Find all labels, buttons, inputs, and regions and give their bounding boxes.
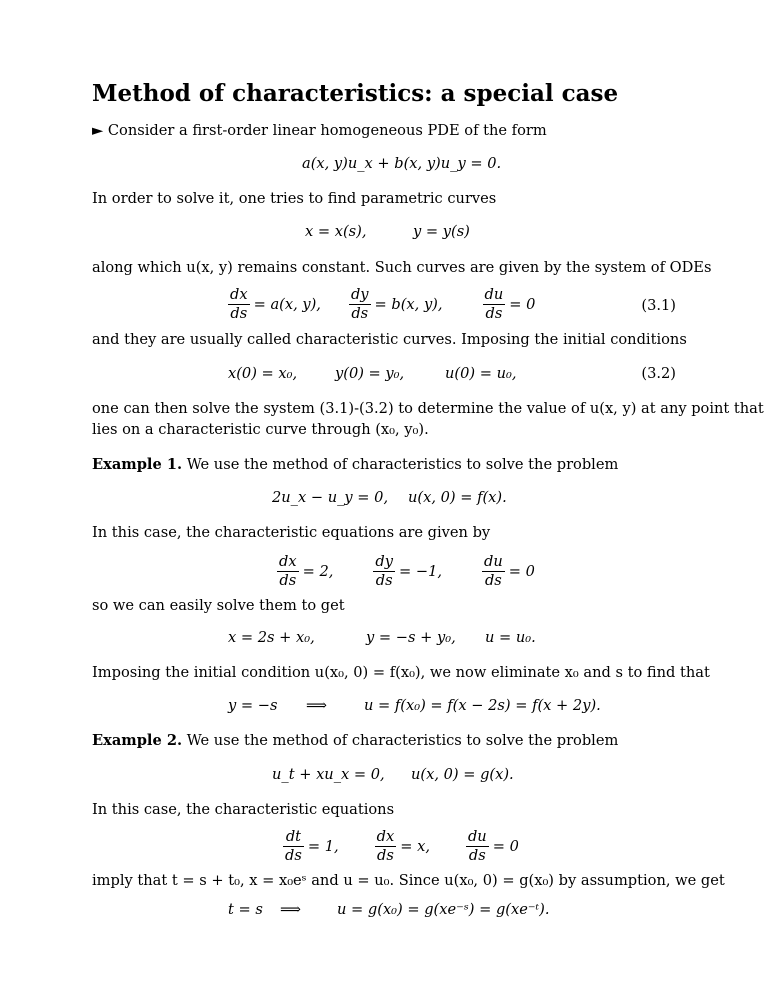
example-1-characteristics <box>277 553 535 590</box>
example-2-text: We use the method of characteristics to solve the problem <box>186 732 619 749</box>
ex2-implies-icon: ⟹ <box>280 901 301 918</box>
intro-line-1 <box>92 122 547 139</box>
ex1-dx: $\frac{dx}{ds}$ = 2, <box>279 553 334 589</box>
ex2-result-right: u = g(x₀) = g(xe⁻ˢ) = g(xe⁻ᵗ). <box>337 901 550 918</box>
ic-x: x(0) = x₀, <box>228 365 298 382</box>
example-2-heading <box>92 732 618 749</box>
ex1-result-right: u = f(x₀) = f(x − 2s) = f(x + 2y). <box>364 697 601 714</box>
example-2-characteristics <box>283 828 519 865</box>
ex2-du: $\frac{du}{ds}$ = 0 <box>467 828 519 864</box>
intro-line-3: along which u(x, y) remains constant. Such curves are given by the system of ODEs <box>92 259 712 276</box>
example-1-pde: 2u_x − u_y = 0, <box>272 489 389 506</box>
example-1-heading <box>92 456 618 473</box>
curve-x: x = x(s), <box>305 223 367 240</box>
example-2-pde: u_t + xu_x = 0, <box>272 766 385 783</box>
ic-u: u(0) = u₀, <box>445 365 517 382</box>
example-1-ic: u(x, 0) = f(x). <box>408 489 507 506</box>
pde-equation: a(x, y)u_x + b(x, y)u_y = 0. <box>302 155 502 172</box>
ex1-sol-y: y = −s + y₀, <box>366 629 456 646</box>
ex2-dx: $\frac{dx}{ds}$ = x, <box>376 828 430 864</box>
intro-line-6: lies on a characteristic curve through (x₀, y₀). <box>92 421 429 438</box>
intro-line-4: and they are usually called characteristic curves. Imposing the initial conditions <box>92 331 687 348</box>
ex1-sol-u: u = u₀. <box>485 629 536 646</box>
intro-line-2: In order to solve it, one tries to find parametric curves <box>92 190 497 207</box>
example-1-line-3: so we can easily solve them to get <box>92 597 345 614</box>
ode-dx: $\frac{dx}{ds}$ = a(x, y), <box>230 286 321 322</box>
ex2-result-left: t = s <box>228 901 263 918</box>
ex1-result-left: y = −s <box>228 697 278 714</box>
example-2-label: Example 2. <box>92 732 183 749</box>
ex1-sol-x: x = 2s + x₀, <box>228 629 315 646</box>
ex1-du: $\frac{du}{ds}$ = 0 <box>484 553 535 589</box>
ode-du: $\frac{du}{ds}$ = 0 <box>484 286 536 322</box>
example-2-line-3: imply that t = s + t₀, x = x₀eˢ and u = u₀. Since u(x₀, 0) = g(x₀) by assumption, we get <box>92 872 725 889</box>
example-1-label: Example 1. <box>92 456 183 473</box>
ex1-dy: $\frac{dy}{ds}$ = −1, <box>375 553 442 589</box>
ode-dy: $\frac{dy}{ds}$ = b(x, y), <box>350 286 443 322</box>
ic-y: y(0) = y₀, <box>335 365 405 382</box>
equation-number-3-1: (3.1) <box>641 297 676 314</box>
example-1-line-2: In this case, the characteristic equations are given by <box>92 524 491 541</box>
equation-number-3-2: (3.2) <box>641 365 676 382</box>
example-1-text: We use the method of characteristics to solve the problem <box>186 456 619 473</box>
intro-text-1: Consider a first-order linear homogeneous PDE of the form <box>107 122 547 139</box>
bullet-icon: ► <box>92 122 104 139</box>
ode-system <box>228 286 535 323</box>
ex1-implies-icon: ⟹ <box>306 697 327 714</box>
curve-y: y = y(s) <box>413 223 470 240</box>
example-2-ic: u(x, 0) = g(x). <box>411 766 514 783</box>
intro-line-5: one can then solve the system (3.1)-(3.2) to determine the value of u(x, y) at any point that <box>92 400 764 417</box>
example-1-line-4: Imposing the initial condition u(x₀, 0) = f(x₀), we now eliminate x₀ and s to find that <box>92 664 710 681</box>
ex2-dt: $\frac{dt}{ds}$ = 1, <box>285 828 339 864</box>
section-title: Method of characteristics: a special case <box>92 80 619 107</box>
example-2-line-2: In this case, the characteristic equations <box>92 801 395 818</box>
